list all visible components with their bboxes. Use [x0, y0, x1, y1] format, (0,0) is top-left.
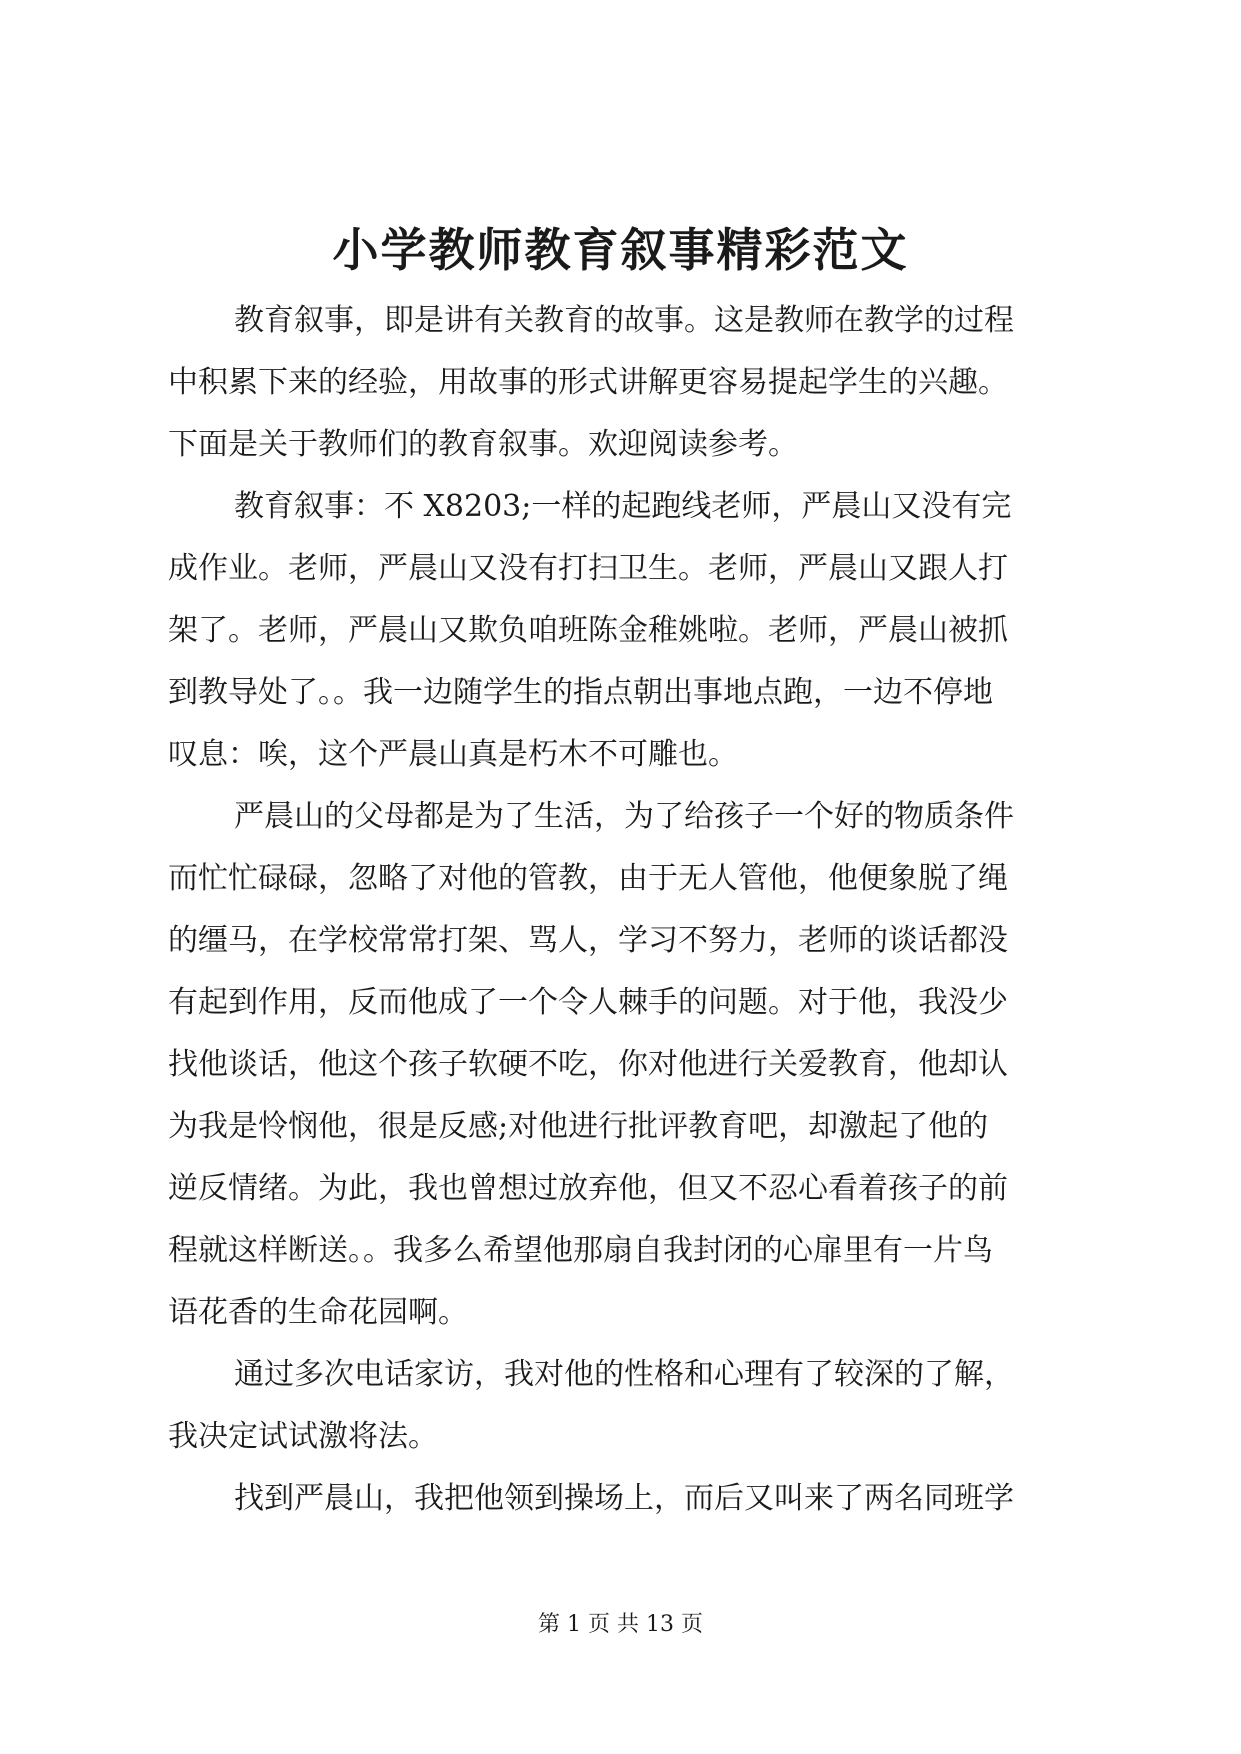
body-line: 逆反情绪。为此，我也曾想过放弃他，但又不忍心看着孩子的前	[168, 1171, 1008, 1206]
page-footer: 第 1 页 共 13 页	[538, 1612, 703, 1637]
body-line: 而忙忙碌碌，忽略了对他的管教，由于无人管他，他便象脱了绳	[168, 861, 1008, 896]
body-line: 叹息：唉，这个严晨山真是朽木不可雕也。	[168, 737, 738, 772]
body-line: 的缰马，在学校常常打架、骂人，学习不努力，老师的谈话都没	[168, 923, 1008, 958]
body-line: 为我是怜悯他，很是反感;对他进行批评教育吧，却激起了他的	[168, 1109, 989, 1144]
document-body	[168, 290, 1098, 1530]
body-line: 通过多次电话家访，我对他的性格和心理有了较深的了解，	[234, 1357, 1014, 1392]
body-line: 语花香的生命花园啊。	[168, 1295, 468, 1330]
body-line: 我决定试试激将法。	[168, 1419, 438, 1454]
body-line: 架了。老师，严晨山又欺负咱班陈金稚姚啦。老师，严晨山被抓	[168, 613, 1008, 648]
body-line: 找他谈话，他这个孩子软硬不吃，你对他进行关爱教育，他却认	[168, 1047, 1008, 1082]
body-line: 找到严晨山，我把他领到操场上，而后又叫来了两名同班学	[234, 1481, 1014, 1516]
body-line: 教育叙事：不 X8203;一样的起跑线老师，严晨山又没有完	[234, 489, 1012, 524]
body-line: 严晨山的父母都是为了生活，为了给孩子一个好的物质条件	[234, 799, 1014, 834]
body-line: 下面是关于教师们的教育叙事。欢迎阅读参考。	[168, 427, 798, 462]
body-line: 中积累下来的经验，用故事的形式讲解更容易提起学生的兴趣。	[168, 365, 1008, 400]
body-line: 教育叙事，即是讲有关教育的故事。这是教师在教学的过程	[234, 303, 1014, 338]
body-line: 到教导处了。。我一边随学生的指点朝出事地点跑，一边不停地	[168, 675, 993, 710]
body-line: 有起到作用，反而他成了一个令人棘手的问题。对于他，我没少	[168, 985, 1008, 1020]
body-line: 成作业。老师，严晨山又没有打扫卫生。老师，严晨山又跟人打	[168, 551, 1008, 586]
document-title: 小学教师教育叙事精彩范文	[332, 223, 909, 277]
body-line: 程就这样断送。。我多么希望他那扇自我封闭的心扉里有一片鸟	[168, 1233, 993, 1268]
